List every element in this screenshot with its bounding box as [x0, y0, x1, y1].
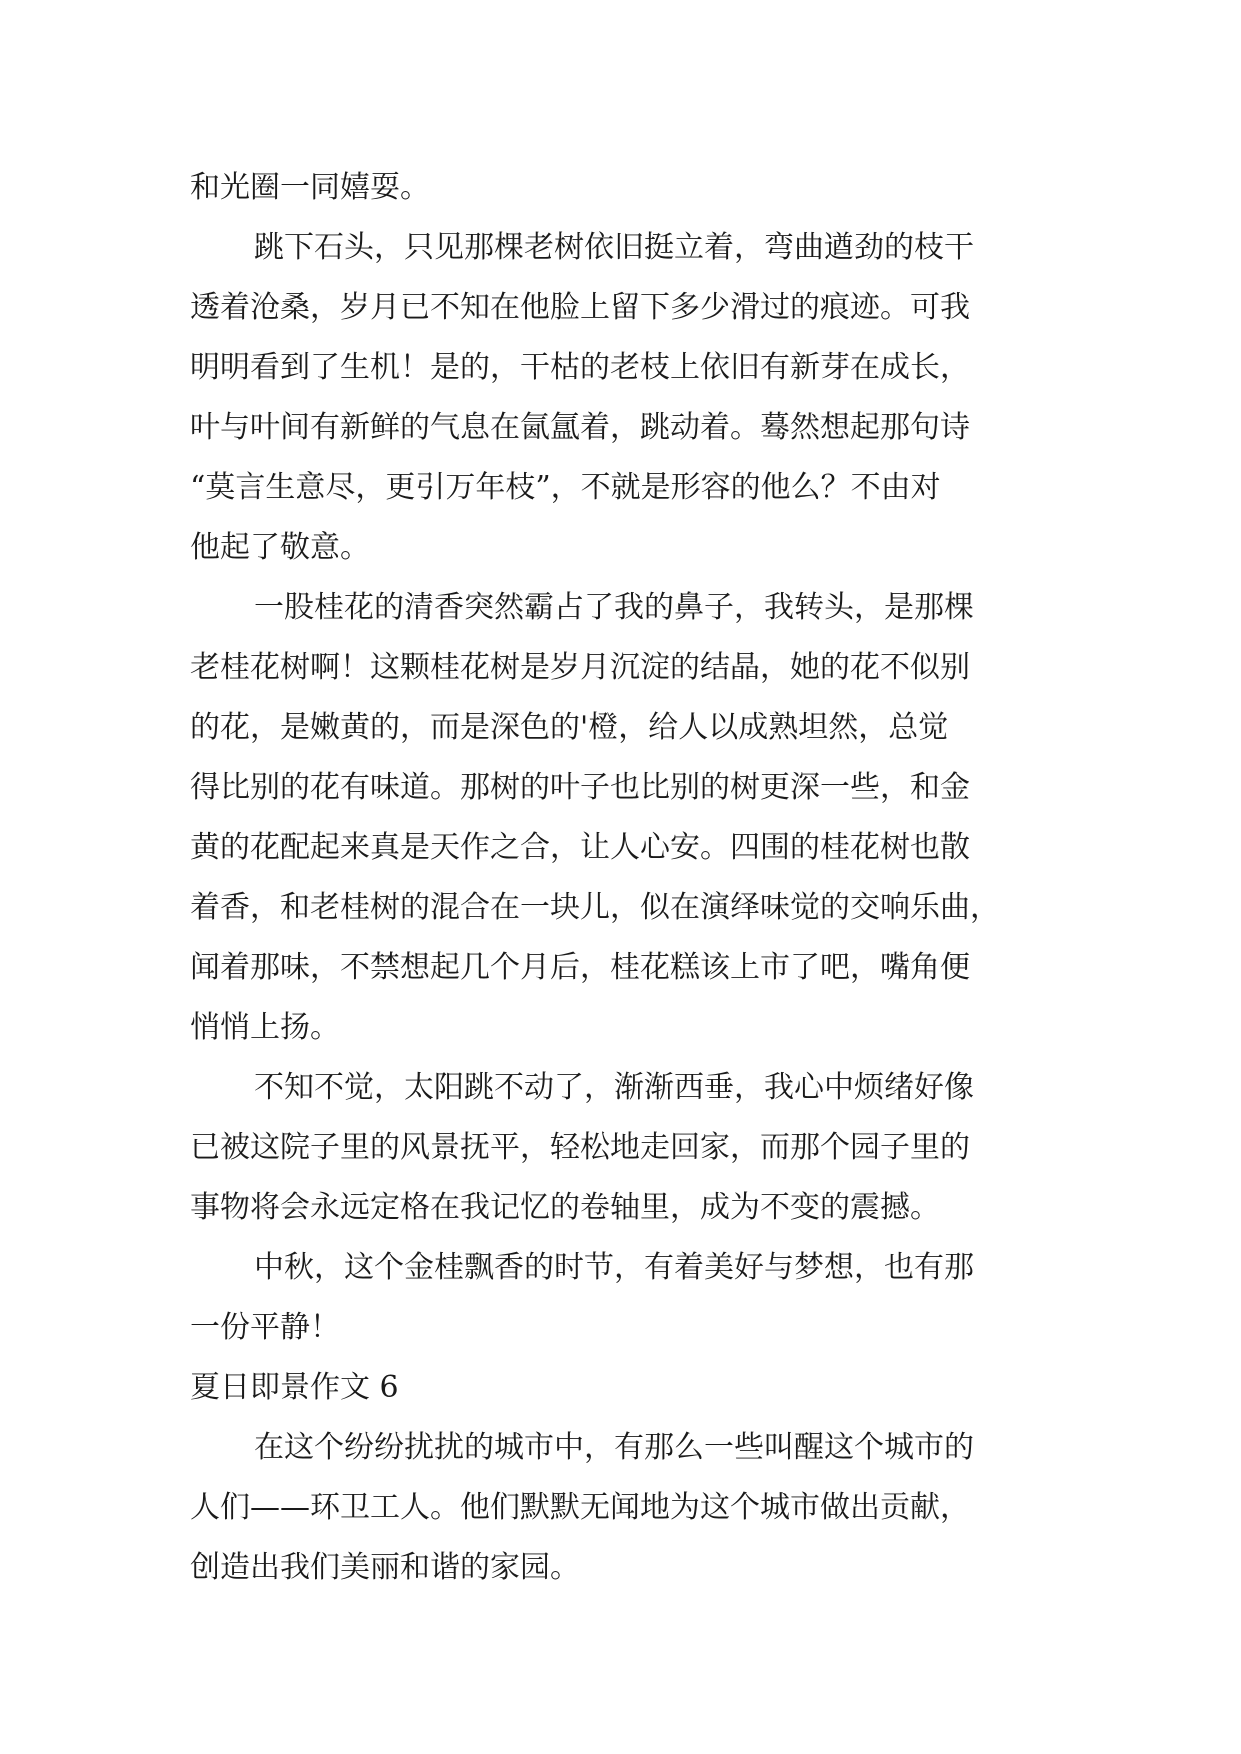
document-body: [190, 158, 1050, 1598]
paragraph-first-line: 中秋，这个金桂飘香的时节，有着美好与梦想，也有那: [254, 1250, 974, 1285]
text-line: 透着沧桑，岁月已不知在他脸上留下多少滑过的痕迹。可我: [190, 290, 970, 325]
text-line: 事物将会永远定格在我记忆的卷轴里，成为不变的震撼。: [190, 1190, 940, 1225]
text-line: 人们——环卫工人。他们默默无闻地为这个城市做出贡献，: [190, 1490, 970, 1525]
text-line: 和光圈一同嬉耍。: [190, 170, 430, 205]
text-line: 已被这院子里的风景抚平，轻松地走回家，而那个园子里的: [190, 1130, 970, 1165]
text-line: 闻着那味，不禁想起几个月后，桂花糕该上市了吧，嘴角便: [190, 950, 970, 985]
text-line: 老桂花树啊！这颗桂花树是岁月沉淀的结晶，她的花不似别: [190, 650, 970, 685]
text-line: 悄悄上扬。: [190, 1010, 340, 1045]
text-line: 得比别的花有味道。那树的叶子也比别的树更深一些，和金: [190, 770, 970, 805]
text-line: “莫言生意尽，更引万年枝”，不就是形容的他么？不由对: [190, 470, 941, 505]
section-heading: 夏日即景作文 6: [190, 1370, 399, 1405]
paragraph-first-line: 跳下石头，只见那棵老树依旧挺立着，弯曲遒劲的枝干: [254, 230, 974, 265]
text-line: 着香，和老桂树的混合在一块儿，似在演绎味觉的交响乐曲，: [190, 890, 1000, 925]
text-line: 黄的花配起来真是天作之合，让人心安。四围的桂花树也散: [190, 830, 970, 865]
text-line: 明明看到了生机！是的，干枯的老枝上依旧有新芽在成长，: [190, 350, 970, 385]
paragraph-first-line: 一股桂花的清香突然霸占了我的鼻子，我转头，是那棵: [254, 590, 974, 625]
text-line: 叶与叶间有新鲜的气息在氤氲着，跳动着。蓦然想起那句诗: [190, 410, 970, 445]
paragraph-first-line: 不知不觉，太阳跳不动了，渐渐西垂，我心中烦绪好像: [254, 1070, 974, 1105]
text-line: 一份平静！: [190, 1310, 340, 1345]
text-line: 创造出我们美丽和谐的家园。: [190, 1550, 580, 1585]
text-line: 他起了敬意。: [190, 530, 370, 565]
paragraph-first-line: 在这个纷纷扰扰的城市中，有那么一些叫醒这个城市的: [254, 1430, 974, 1465]
text-line: 的花，是嫩黄的，而是深色的'橙，给人以成熟坦然，总觉: [190, 710, 949, 745]
